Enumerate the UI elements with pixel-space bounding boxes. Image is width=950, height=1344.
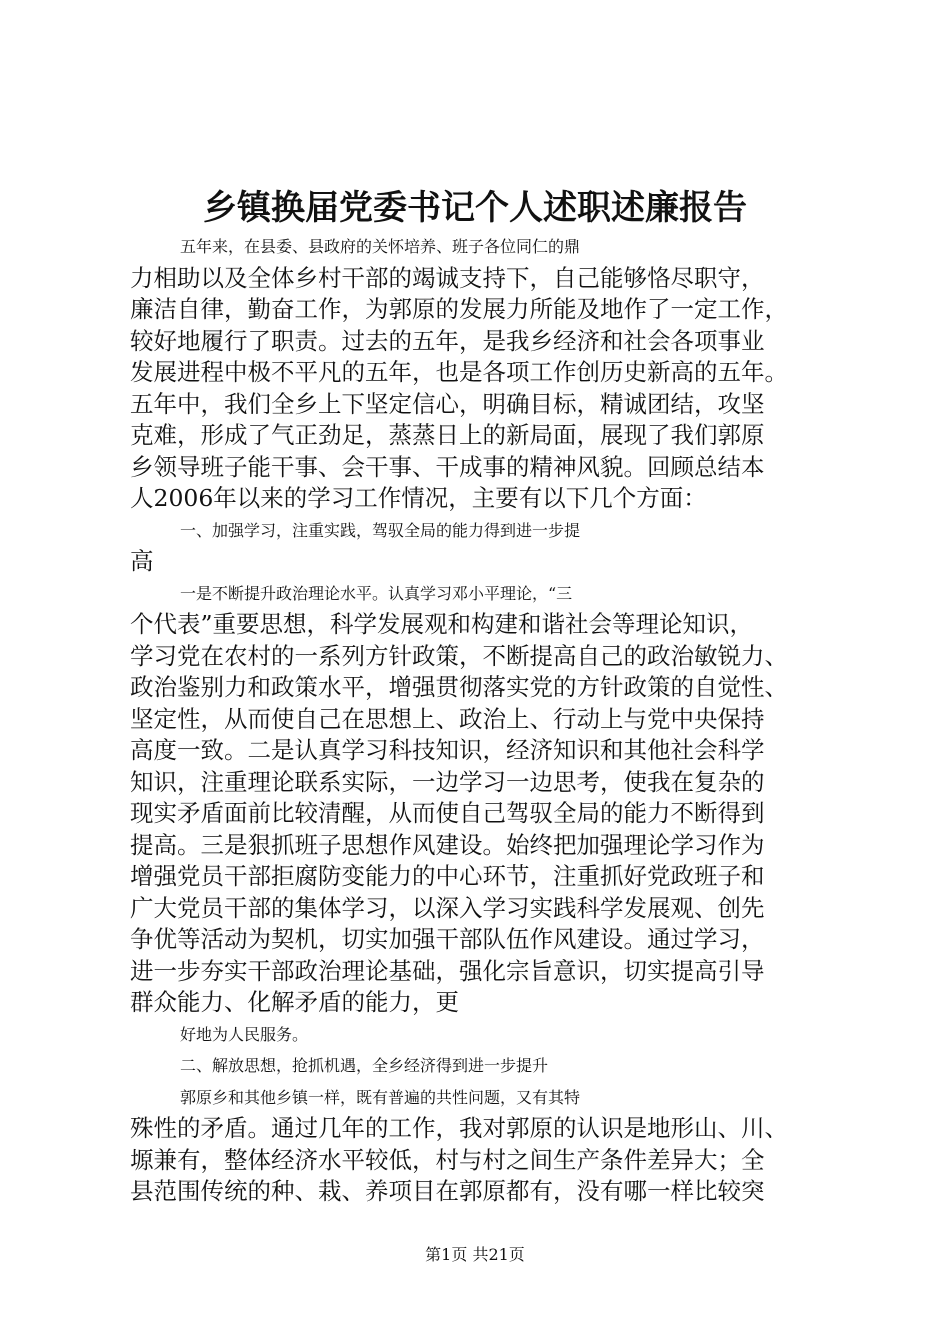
text-line: 发展进程中极不平凡的五年，也是各项工作创历史新高的五年。 [130,358,788,386]
document-body [130,231,850,1208]
text-line: 政治鉴别力和政策水平，增强贯彻落实党的方针政策的自觉性、 [130,673,788,701]
text-line: 塬兼有，整体经济水平较低，村与村之间生产条件差异大；全 [130,1145,765,1174]
text-line: 好地为人民服务。 [180,1024,309,1044]
text-line: 现实矛盾面前比较清醒，从而使自己驾驭全局的能力不断得到 [130,799,765,827]
text-line: 高 [130,547,154,575]
text-line: 坚定性，从而使自己在思想上、政治上、行动上与党中央保持 [130,704,765,733]
text-line: 克难，形成了气正劲足，蒸蒸日上的新局面，展现了我们郭原 [130,421,765,449]
page-footer: 第1页 共21页 [425,1245,525,1264]
text-line: 廉洁自律，勤奋工作，为郭原的发展力所能及地作了一定工作， [130,295,788,323]
text-line: 五年中，我们全乡上下坚定信心，明确目标，精诚团结，攻坚 [130,389,765,418]
text-line: 增强党员干部拒腐防变能力的中心环节，注重抓好党政班子和 [130,862,765,890]
text-line: 一是不断提升政治理论水平。认真学习邓小平理论，“三 [180,583,573,603]
text-line: 高度一致。二是认真学习科技知识，经济知识和其他社会科学 [130,736,765,764]
text-line: 人2006年以来的学习工作情况，主要有以下几个方面： [130,484,707,512]
text-line: 广大党员干部的集体学习，以深入学习实践科学发展观、创先 [130,893,765,922]
text-line: 县范围传统的种、栽、养项目在郭原都有，没有哪一样比较突 [130,1177,765,1205]
text-line: 郭原乡和其他乡镇一样，既有普遍的共性问题，又有其特 [180,1087,581,1107]
text-line: 争优等活动为契机，切实加强干部队伍作风建设。通过学习， [130,925,765,953]
text-line: 力相助以及全体乡村干部的竭诚支持下，自己能够恪尽职守， [130,263,765,292]
text-line: 知识，注重理论联系实际，一边学习一边思考，使我在复杂的 [130,767,765,796]
text-line: 个代表”重要思想，科学发展观和构建和谐社会等理论知识， [130,610,754,638]
text-line: 殊性的矛盾。通过几年的工作，我对郭原的认识是地形山、川、 [130,1114,788,1142]
document-title: 乡镇换届党委书记个人述职述廉报告 [203,188,747,228]
text-line: 乡领导班子能干事、会干事、干成事的精神风貌。回顾总结本 [130,452,765,481]
text-line: 五年来，在县委、县政府的关怀培养、班子各位同仁的鼎 [180,237,581,256]
text-line: 二、解放思想，抢抓机遇，全乡经济得到进一步提升 [180,1056,549,1075]
text-line: 较好地履行了职责。过去的五年，是我乡经济和社会各项事业 [130,326,765,355]
text-line: 群众能力、化解矛盾的能力，更 [130,988,459,1016]
text-line: 提高。三是狠抓班子思想作风建设。始终把加强理论学习作为 [130,830,765,859]
text-line: 进一步夯实干部政治理论基础，强化宗旨意识，切实提高引导 [130,956,765,985]
text-line: 学习党在农村的一系列方针政策，不断提高自己的政治敏锐力、 [130,641,788,670]
text-line: 一、加强学习，注重实践，驾驭全局的能力得到进一步提 [180,520,581,540]
